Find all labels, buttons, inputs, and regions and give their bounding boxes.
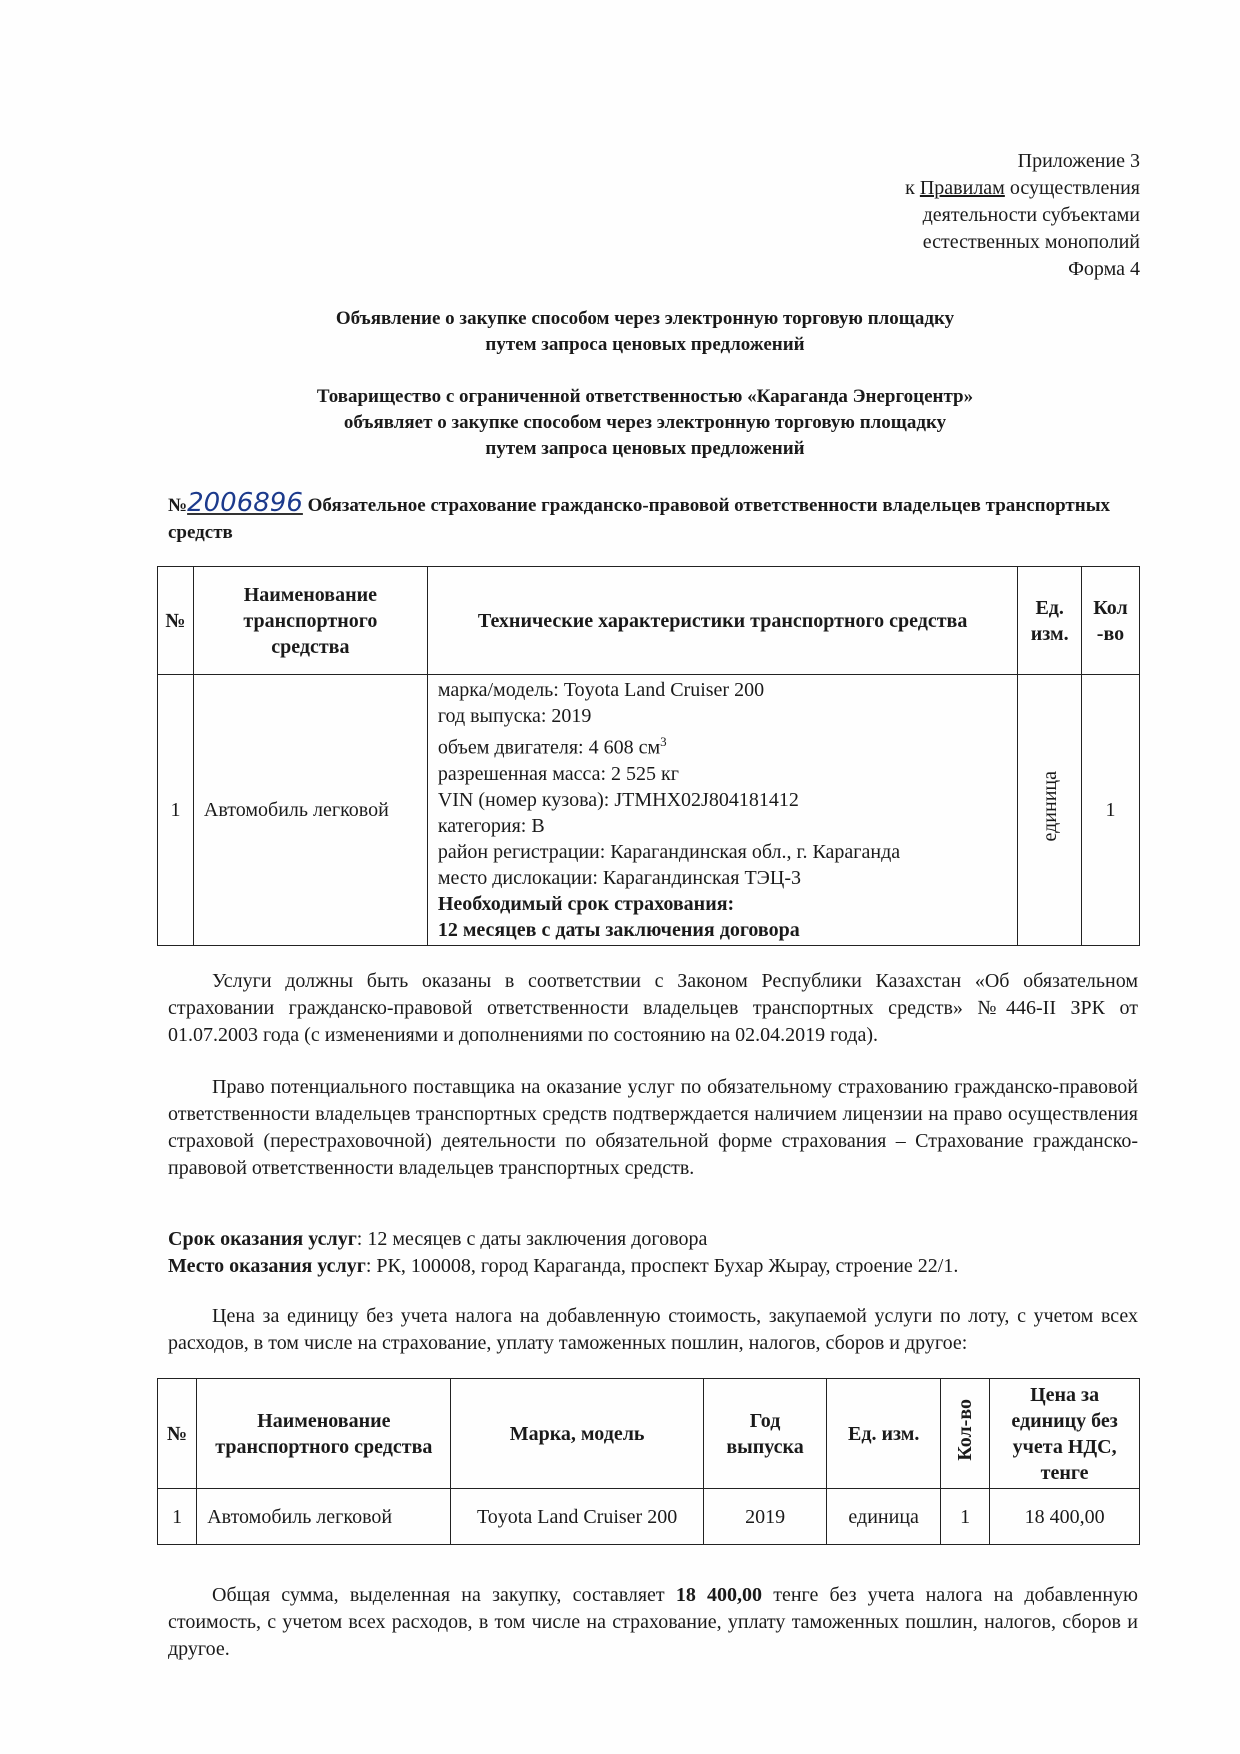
license-paragraph: Право потенциального поставщика на оказание услуг по обязательному страхованию гражданско-правовой ответственности владельцев транспортных средств подтверждается наличием лицензии на право осуществления страховой (перестраховочной) деятельности по обязательной форме страхования – Страхование гражданско-правовой ответственности владельцев транспортных средств. <box>168 1076 1138 1179</box>
appendix-prefix: к <box>905 177 920 199</box>
col-header: Марка, модель <box>451 1379 703 1489</box>
law-paragraph: Услуги должны быть оказаны в соответствии с Законом Республики Казахстан «Об обязательном страховании гражданско-правовой ответственности владельцев транспортных средств» №446-II ЗРК от 01.07.2003 года (с изменениями и дополнениями по состоянию на 02.04.2019 года). <box>168 970 1138 1046</box>
total-prefix: Общая сумма, выделенная на закупку, составляет <box>212 1584 676 1606</box>
appendix-line: естественных монополий <box>922 231 1140 253</box>
table-header-row <box>158 1379 1140 1489</box>
price-paragraph: Цена за единицу без учета налога на добавленную стоимость, закупаемой услуги по лоту, с учетом всех расходов, в том числе на страхование, уплату таможенных пошлин, налогов, сборов и другое: <box>168 1305 1138 1354</box>
heading-line: Объявление о закупке способом через электронную торговую площадку <box>335 308 955 329</box>
unit-price: 18 400,00 <box>990 1489 1140 1545</box>
total-suffix: тенге без учета налога на добавленную стоимость, с учетом всех расходов, в том числе на страхование, уплату таможенных пошлин, налогов, сборов и другое. <box>168 1584 1138 1660</box>
col-header: Кол -во <box>1081 567 1139 675</box>
appendix-line <box>905 175 1140 202</box>
heading-line: путем запроса ценовых предложений <box>485 334 805 355</box>
spec-engine: объем двигателя: 4 608 см <box>437 736 661 759</box>
spec-line: место дислокации: Карагандинская ТЭЦ-3 <box>437 866 801 889</box>
spec-term-label: Необходимый срок страхования: <box>437 892 735 915</box>
lot-name: Обязательное страхование гражданско-правовой ответственности владельцев транспортных средств <box>168 495 1111 543</box>
col-header: Ед. изм. <box>827 1379 941 1489</box>
lot-prefix: № <box>168 495 188 516</box>
lot-number: 2006896 <box>187 488 303 518</box>
heading-line: путем запроса ценовых предложений <box>485 438 805 459</box>
service-term-label: Срок оказания услуг <box>168 1228 357 1250</box>
table-header-row <box>158 567 1140 675</box>
qty-cell: 1 <box>1081 675 1139 946</box>
total-amount: 18 400,00 <box>675 1584 763 1606</box>
spec-sup: 3 <box>660 734 667 749</box>
heading-line: Товарищество с ограниченной ответственностью «Караганда Энергоцентр» <box>316 386 974 407</box>
service-place <box>168 1253 1138 1280</box>
unit-label: единица <box>1038 771 1061 842</box>
col-header: Наименование транспортного средства <box>197 1379 451 1489</box>
table-row <box>158 675 1140 946</box>
vehicle-year: 2019 <box>703 1489 827 1545</box>
lot-title <box>168 490 1138 546</box>
vehicle-name: Автомобиль легковой <box>193 675 427 946</box>
appendix-suffix: осуществления <box>1004 177 1140 199</box>
total-paragraph <box>168 1582 1138 1663</box>
spec-line: год выпуска: 2019 <box>437 705 592 727</box>
spec-line: разрешенная масса: 2 525 кг <box>437 762 679 785</box>
col-header: № <box>158 1379 197 1489</box>
spec-line: район регистрации: Карагандинская обл., г. Караганда <box>437 840 901 863</box>
spec-line <box>438 729 1010 761</box>
appendix-line: Приложение 3 <box>1017 150 1140 172</box>
service-term-value: : 12 месяцев с даты заключения договора <box>356 1228 708 1250</box>
vehicle-spec-table <box>157 566 1140 946</box>
rules-link[interactable]: Правилам <box>919 177 1005 199</box>
appendix-header <box>905 148 1140 283</box>
unit-cell: единица <box>827 1489 941 1545</box>
qty-header: Кол-во <box>954 1399 977 1461</box>
vehicle-spec <box>427 675 1018 946</box>
spec-line: марка/модель: Toyota Land Cruiser 200 <box>437 679 765 701</box>
col-header: № <box>158 567 194 675</box>
appendix-line: деятельности субъектами <box>922 204 1140 226</box>
organizer-heading <box>150 384 1140 462</box>
col-header: Цена за единицу без учета НДС, тенге <box>990 1379 1140 1489</box>
col-header: Ед. изм. <box>1018 567 1082 675</box>
spec-line: категория: В <box>437 814 545 837</box>
spec-line: VIN (номер кузова): JTMHX02J804181412 <box>437 788 799 811</box>
col-header: Год выпуска <box>703 1379 827 1489</box>
spec-term-value: 12 месяцев с даты заключения договора <box>437 918 800 941</box>
vehicle-name: Автомобиль легковой <box>197 1489 451 1545</box>
qty-cell: 1 <box>940 1489 989 1545</box>
service-place-label: Место оказания услуг <box>168 1255 366 1277</box>
heading-line: объявляет о закупке способом через электронную торговую площадку <box>343 412 947 433</box>
col-header: Наименование транспортного средства <box>193 567 427 675</box>
service-place-value: : РК, 100008, город Караганда, проспект Бухар Жырау, строение 22/1. <box>365 1255 959 1277</box>
price-table <box>157 1378 1140 1545</box>
service-term <box>168 1226 1138 1253</box>
col-header: Технические характеристики транспортного средства <box>427 567 1018 675</box>
row-number: 1 <box>158 1489 197 1545</box>
table-row <box>158 1489 1140 1545</box>
announcement-heading <box>150 306 1140 358</box>
form-number: Форма 4 <box>1068 258 1140 280</box>
vehicle-model: Toyota Land Cruiser 200 <box>451 1489 703 1545</box>
unit-cell <box>1018 675 1082 946</box>
row-number: 1 <box>158 675 194 946</box>
col-header <box>940 1379 989 1489</box>
